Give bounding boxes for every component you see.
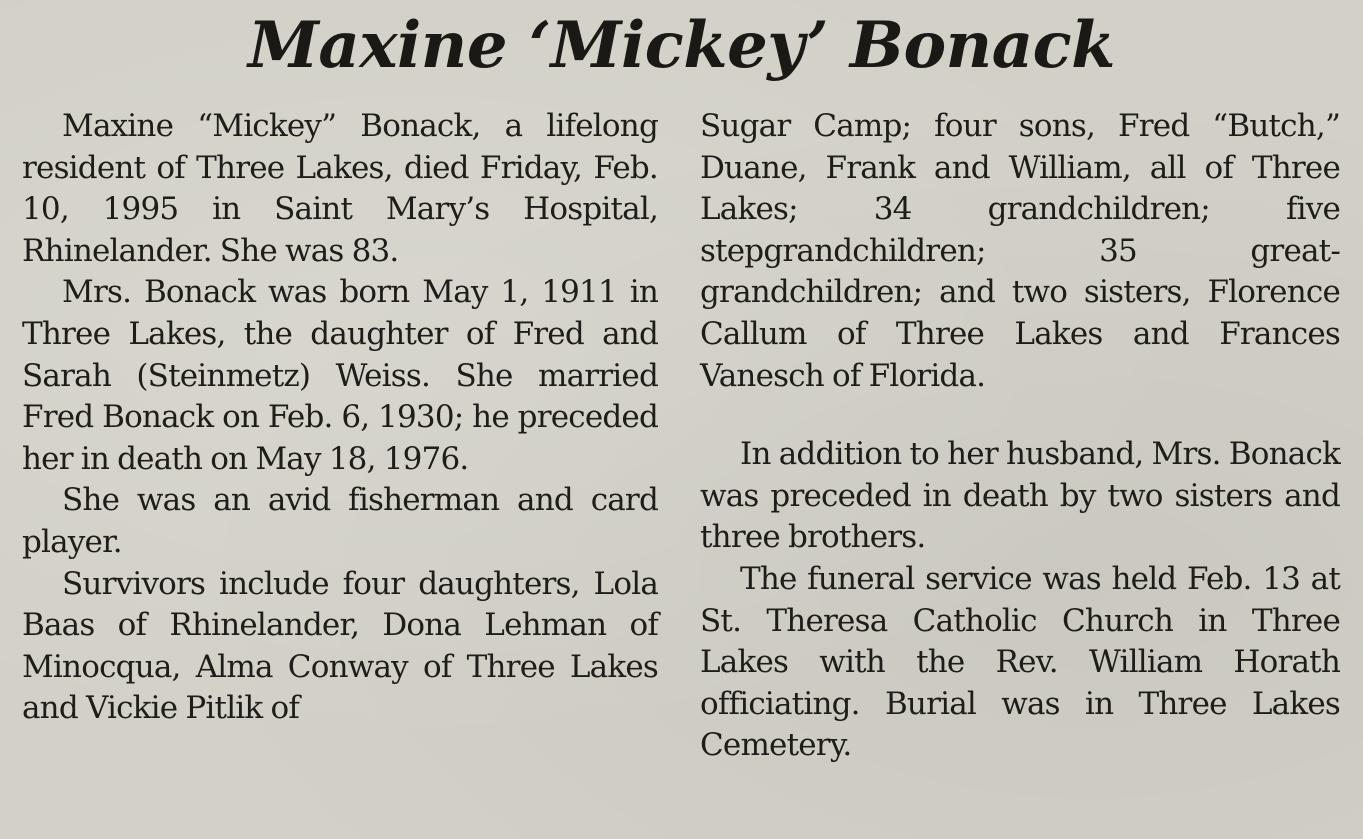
paragraph-survivors-continued: Sugar Camp; four sons, Fred “Butch,” Duane, Frank and William, all of Three Lakes; 34 grandchildren; five stepgrandchildren; 35 great-grandchildren; and two sisters, Florence Callum of Three Lakes and Frances Vanesch of Florida. [700, 108, 1340, 394]
paragraph-preceded-in-death: In addition to her husband, Mrs. Bonack was preceded in death by two sisters and three brothers. [700, 436, 1340, 556]
paragraph-funeral-service: The funeral service was held Feb. 13 at St. Theresa Catholic Church in Three Lakes with the Rev. William Horath officiating. Burial was in Three Lakes Cemetery. [700, 560, 1340, 764]
paragraph-birth-marriage: Mrs. Bonack was born May 1, 1911 in Three Lakes, the daughter of Fred and Sarah (Steinmetz) Weiss. She married Fred Bonack on Feb. 6, 1930; he preceded her in death on May 18, 1976. [22, 274, 658, 477]
paragraph-death-notice: Maxine “Mickey” Bonack, a lifelong resident of Three Lakes, died Friday, Feb. 10, 1995 in Saint Mary’s Hospital, Rhinelander. She was 83. [22, 108, 658, 269]
obituary-headline: Maxine ‘Mickey’ Bonack [248, 8, 1115, 83]
paragraph-hobbies: She was an avid fisherman and card player. [22, 482, 658, 560]
paragraph-survivors-start: Survivors include four daughters, Lola Baas of Rhinelander, Dona Lehman of Minocqua, Alma Conway of Three Lakes and Vickie Pitlik of [22, 565, 658, 727]
left-column [22, 106, 658, 730]
right-column [700, 106, 1340, 767]
